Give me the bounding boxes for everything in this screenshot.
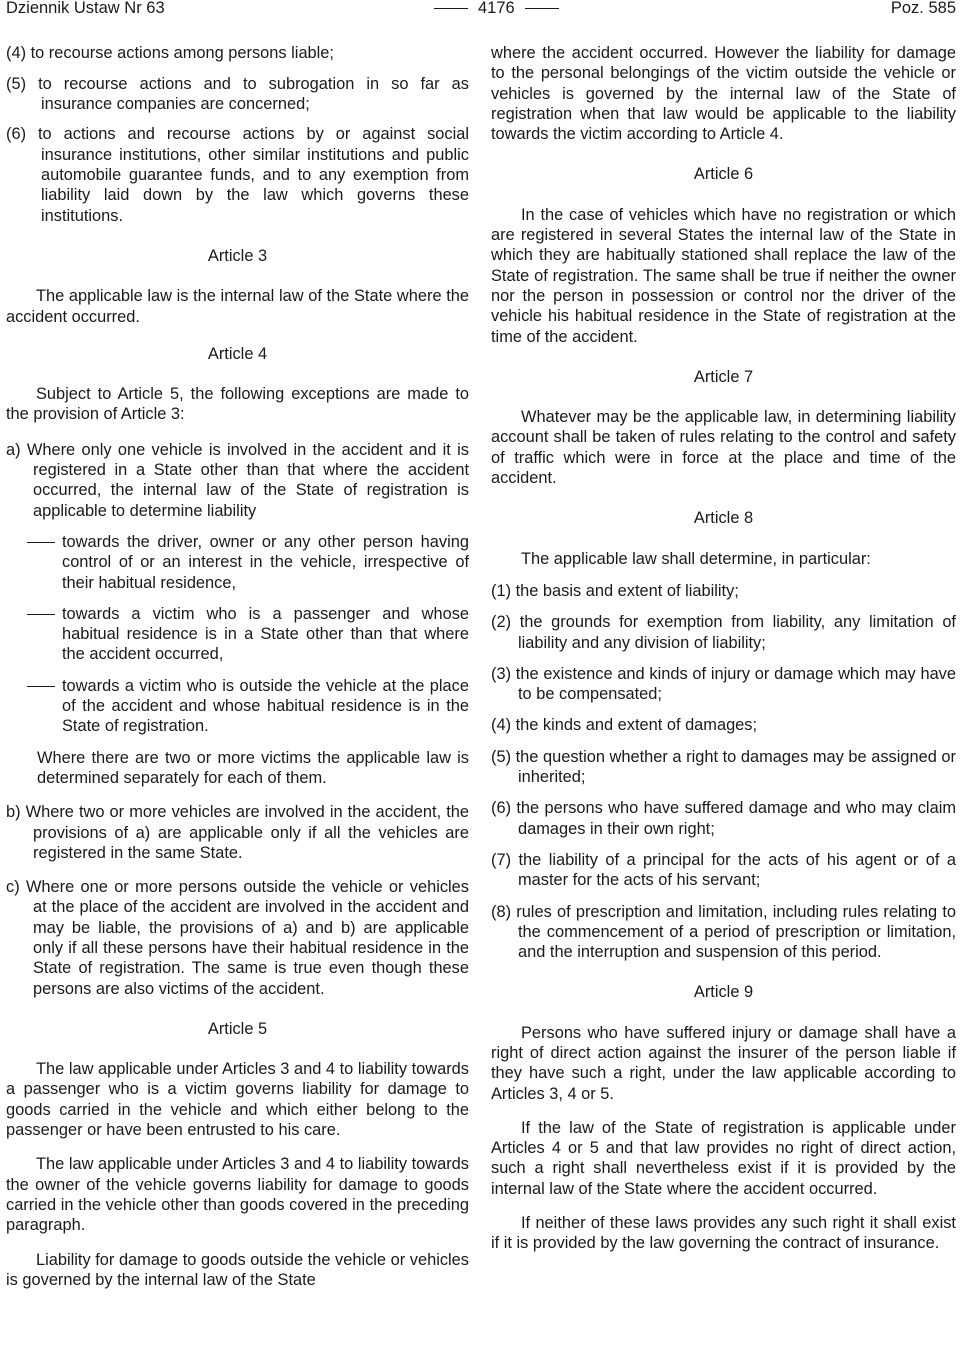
article-5-heading: Article 5 <box>207 1019 268 1038</box>
header-dash-left <box>434 8 468 9</box>
article-6-heading: Article 6 <box>693 165 754 184</box>
article-6-text: In the case of vehicles which have no registration or which are registered in several States the internal law of the State in which they are habitually stationed shall replace the law of the State of registration. The same shall be true if neither the owner nor the person in possession or control nor the driver of the vehicle his habitual residence in the State of registration at the time of the accident. <box>491 205 956 346</box>
article-5-paragraph-2: The law applicable under Articles 3 and 4 to liability towards the owner of the vehicle governs liability for damage to goods carried in the vehicle other than goods covered in the preceding paragraph. <box>6 1155 469 1235</box>
article-8-item: (2) the grounds for exemption from liability, any limitation of liability and any division of liability; <box>491 613 956 652</box>
page-number <box>424 0 569 18</box>
clause-a-dash-item <box>6 604 469 665</box>
article-9-paragraph-1: Persons who have suffered injury or damage shall have a right of direct action against the insurer of the person liable if they have such a right, under the law applicable according to Articles 3, 4 or 5. <box>491 1023 956 1103</box>
article-8-item: (6) the persons who have suffered damage and who may claim damages in their own right; <box>491 799 956 838</box>
article-7-heading: Article 7 <box>693 367 754 386</box>
article-8-item: (5) the question whether a right to damages may be assigned or inherited; <box>491 747 956 787</box>
em-dash <box>27 542 55 543</box>
article-8-item: (7) the liability of a principal for the acts of his agent or of a master for the acts of his servant; <box>491 850 956 890</box>
dash-item-text: towards a victim who is a passenger and whose habitual residence is in a State other than that where the accident occurred, <box>62 604 469 664</box>
dash-item-text: towards the driver, owner or any other person having control of or an interest in the vehicle, irrespective of their habitual residence, <box>62 532 469 592</box>
left-column <box>6 43 469 1290</box>
article-9-paragraph-3: If neither of these laws provides any such right it shall exist if it is provided by the law governing the contract of insurance. <box>491 1214 956 1253</box>
em-dash <box>27 614 55 615</box>
clause-a-dash-item <box>6 532 469 593</box>
article-5-paragraph-3: Liability for damage to goods outside the vehicle or vehicles is governed by the internal law of the State <box>6 1250 469 1289</box>
article-4-heading: Article 4 <box>207 344 268 363</box>
article-9-paragraph-2: If the law of the State of registration is applicable under Articles 4 or 5 and that law provides no right of direct action, such a right shall nevertheless exist if it is provided by the internal law of the State where the accident occurred. <box>491 1118 956 1198</box>
header-dash-right <box>525 8 559 9</box>
article-4-clause-c: c) Where one or more persons outside the vehicle or vehicles at the place of the accident are involved in the accident and may be liable, the provisions of a) and b) are applicable only if all these persons have their habitual residence in the State of registration. The same is true even though these persons are also victims of the accident. <box>6 878 469 998</box>
article-8-item: (4) the kinds and extent of damages; <box>491 716 758 735</box>
page-number-text: 4176 <box>478 0 515 17</box>
position-number: Poz. 585 <box>890 0 956 17</box>
clause-a-dash-item <box>6 676 469 737</box>
article-4-intro: Subject to Article 5, the following exceptions are made to the provision of Article 3: <box>6 385 469 424</box>
list-item-4: (4) to recourse actions among persons liable; <box>6 44 334 62</box>
dash-item-text: towards a victim who is outside the vehicle at the place of the accident and whose habitual residence is in the State of registration. <box>62 676 469 736</box>
article-4-clause-b: b) Where two or more vehicles are involved in the accident, the provisions of a) are applicable only if all the vehicles are registered in the same State. <box>6 803 469 862</box>
article-3-heading: Article 3 <box>207 246 268 265</box>
list-item-6: (6) to actions and recourse actions by or against social insurance institutions, other similar institutions and public automobile guarantee funds, and to any exemption from liability laid down by the law which governs these institutions. <box>6 125 469 225</box>
journal-title: Dziennik Ustaw Nr 63 <box>6 0 165 17</box>
page-header <box>0 0 960 22</box>
article-8-item: (3) the existence and kinds of injury or damage which may have to be compensated; <box>491 664 956 704</box>
article-7-text: Whatever may be the applicable law, in determining liability account shall be taken of rules relating to the control and safety of traffic which were in force at the place and time of the accident. <box>491 408 956 488</box>
article-4-clause-a: a) Where only one vehicle is involved in the accident and it is registered in a State other than that where the accident occurred, the internal law of the State of registration is applicable to determine liability <box>6 440 469 520</box>
continuation-paragraph: where the accident occurred. However the liability for damage to the personal belongings of the victim outside the vehicle or vehicles is governed by the internal law of the State of registration when that law would be applicable to the liability towards the victim according to Article 4. <box>491 44 956 144</box>
article-8-item: (8) rules of prescription and limitation, including rules relating to the commencement of a period of prescription or limitation, and the interruption and suspension of this period. <box>491 902 956 962</box>
em-dash <box>27 686 55 687</box>
article-8-item: (1) the basis and extent of liability; <box>491 581 739 600</box>
list-item-5: (5) to recourse actions and to subrogation in so far as insurance companies are concerned; <box>6 74 469 113</box>
article-5-paragraph-1: The law applicable under Articles 3 and 4 to liability towards a passenger who is a victim governs liability for damage to goods carried in the vehicle and which either belong to the passenger or have been entrusted to his care. <box>6 1060 469 1140</box>
article-8-heading: Article 8 <box>693 509 754 528</box>
article-9-heading: Article 9 <box>693 983 754 1002</box>
article-8-intro: The applicable law shall determine, in particular: <box>521 549 871 568</box>
article-3-text: The applicable law is the internal law of the State where the accident occurred. <box>6 287 469 326</box>
right-column <box>491 43 956 1254</box>
clause-a-closing: Where there are two or more victims the applicable law is determined separately for each of them. <box>37 748 469 787</box>
